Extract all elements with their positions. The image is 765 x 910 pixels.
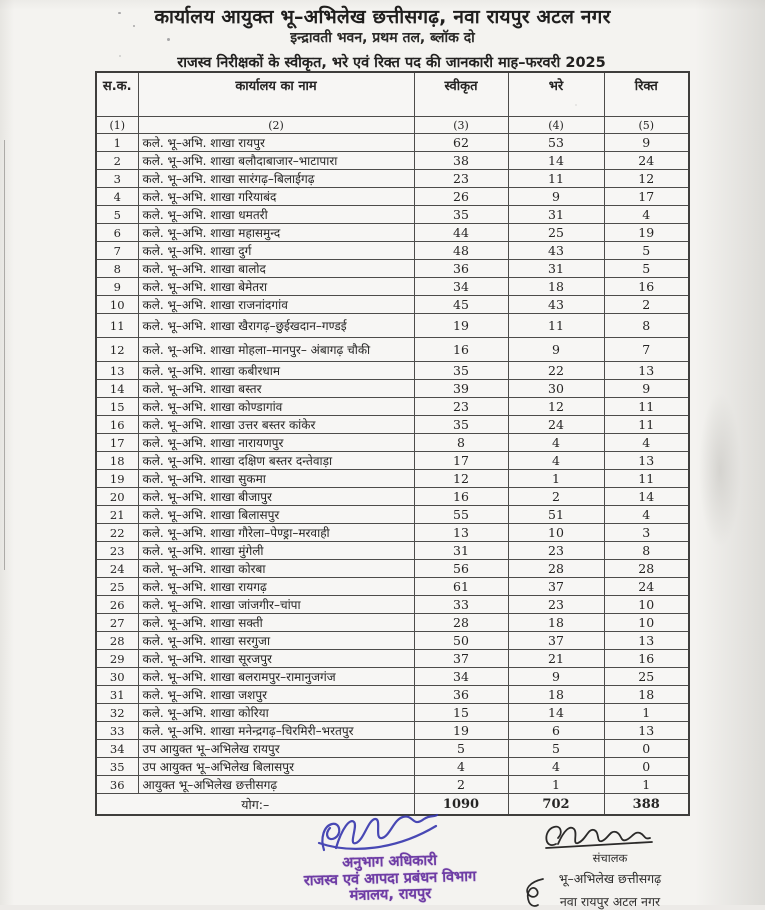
table-row (96, 470, 689, 488)
sanctioned-cell: 12 (414, 470, 508, 488)
filled-cell: 25 (508, 224, 604, 242)
office-name-cell: कले. भू–अभि. शाखा बेमेतरा (138, 278, 414, 296)
table-row (96, 296, 689, 314)
vacant-cell: 11 (604, 398, 689, 416)
filled-cell: 9 (508, 188, 604, 206)
serial-number-cell: 9 (96, 278, 138, 296)
filled-cell: 43 (508, 242, 604, 260)
serial-number-cell: 16 (96, 416, 138, 434)
serial-number-cell: 28 (96, 632, 138, 650)
table-row (96, 686, 689, 704)
table-row (96, 776, 689, 794)
office-name-cell: कले. भू–अभि. शाखा सारंगढ़–बिलाईगढ़ (138, 170, 414, 188)
office-title: कार्यालय आयुक्त भू–अभिलेख छत्तीसगढ़, नवा रायपुर अटल नगर (154, 6, 611, 28)
sanctioned-cell: 55 (414, 506, 508, 524)
filled-cell: 11 (508, 314, 604, 338)
serial-number-cell: 33 (96, 722, 138, 740)
sanctioned-cell: 36 (414, 260, 508, 278)
table-row (96, 488, 689, 506)
table-header-row (96, 72, 689, 117)
sanctioned-cell: 4 (414, 758, 508, 776)
filled-cell: 30 (508, 380, 604, 398)
filled-cell: 24 (508, 416, 604, 434)
office-name-cell: कले. भू–अभि. शाखा गौरेला–पेण्ड्रा–मरवाही (138, 524, 414, 542)
filled-cell: 18 (508, 614, 604, 632)
vacant-cell: 13 (604, 362, 689, 380)
stamp-line-3: मंत्रालय, रायपुर (349, 885, 432, 905)
vacant-cell: 13 (604, 722, 689, 740)
vacant-cell: 19 (604, 224, 689, 242)
office-name-cell: कले. भू–अभि. शाखा कोरबा (138, 560, 414, 578)
vacant-cell: 11 (604, 470, 689, 488)
sanctioned-cell: 19 (414, 314, 508, 338)
col-vacant: रिक्त (604, 72, 689, 117)
stamp-line-1: अनुभाग अधिकारी (342, 852, 438, 872)
filled-cell: 31 (508, 260, 604, 278)
table-row (96, 314, 689, 338)
sanctioned-cell: 61 (414, 578, 508, 596)
office-name-cell: कले. भू–अभि. शाखा जशपुर (138, 686, 414, 704)
filled-cell: 4 (508, 452, 604, 470)
sanctioned-cell: 26 (414, 188, 508, 206)
col-index-1: (1) (96, 117, 138, 134)
serial-number-cell: 31 (96, 686, 138, 704)
office-name-cell: कले. भू–अभि. शाखा सुकमा (138, 470, 414, 488)
table-row (96, 380, 689, 398)
office-name-cell: कले. भू–अभि. शाखा खैरागढ़–छुईखदान–गण्डई (138, 314, 414, 338)
table-row (96, 704, 689, 722)
vacant-cell: 5 (604, 260, 689, 278)
sanctioned-cell: 5 (414, 740, 508, 758)
sanctioned-cell: 2 (414, 776, 508, 794)
office-name-cell: कले. भू–अभि. शाखा कबीरधाम (138, 362, 414, 380)
vacant-cell: 2 (604, 296, 689, 314)
serial-number-cell: 19 (96, 470, 138, 488)
serial-number-cell: 23 (96, 542, 138, 560)
vacant-cell: 5 (604, 242, 689, 260)
vacant-cell: 18 (604, 686, 689, 704)
vacant-cell: 9 (604, 380, 689, 398)
sanctioned-cell: 36 (414, 686, 508, 704)
total-filled: 702 (508, 794, 604, 816)
office-name-cell: कले. भू–अभि. शाखा दक्षिण बस्तर दन्तेवाड़ा (138, 452, 414, 470)
filled-cell: 37 (508, 578, 604, 596)
sanctioned-cell: 44 (414, 224, 508, 242)
serial-number-cell: 26 (96, 596, 138, 614)
filled-cell: 6 (508, 722, 604, 740)
serial-number-cell: 36 (96, 776, 138, 794)
office-name-cell: कले. भू–अभि. शाखा सूरजपुर (138, 650, 414, 668)
sanctioned-cell: 17 (414, 452, 508, 470)
table-row (96, 668, 689, 686)
filled-cell: 1 (508, 776, 604, 794)
sanctioned-cell: 28 (414, 614, 508, 632)
serial-number-cell: 20 (96, 488, 138, 506)
office-name-cell: आयुक्त भू–अभिलेख छत्तीसगढ़ (138, 776, 414, 794)
serial-number-cell: 32 (96, 704, 138, 722)
serial-number-cell: 7 (96, 242, 138, 260)
filled-cell: 4 (508, 434, 604, 452)
col-index-3: (3) (414, 117, 508, 134)
serial-number-cell: 10 (96, 296, 138, 314)
office-name-cell: कले. भू–अभि. शाखा बलौदाबाजार–भाटापारा (138, 152, 414, 170)
serial-number-cell: 12 (96, 338, 138, 362)
filled-cell: 2 (508, 488, 604, 506)
serial-number-cell: 3 (96, 170, 138, 188)
sanctioned-cell: 34 (414, 278, 508, 296)
office-name-cell: कले. भू–अभि. शाखा बिलासपुर (138, 506, 414, 524)
office-name-cell: कले. भू–अभि. शाखा उत्तर बस्तर कांकेर (138, 416, 414, 434)
table-row (96, 170, 689, 188)
vacant-cell: 24 (604, 578, 689, 596)
office-name-cell: कले. भू–अभि. शाखा महासमुन्द (138, 224, 414, 242)
serial-number-cell: 21 (96, 506, 138, 524)
filled-cell: 11 (508, 170, 604, 188)
filled-cell: 28 (508, 560, 604, 578)
vacant-cell: 7 (604, 338, 689, 362)
filled-cell: 51 (508, 506, 604, 524)
office-name-cell: कले. भू–अभि. शाखा मनेन्द्रगढ़–चिरमिरी–भरतपुर (138, 722, 414, 740)
vacant-cell: 16 (604, 650, 689, 668)
sanctioned-cell: 31 (414, 542, 508, 560)
filled-cell: 31 (508, 206, 604, 224)
serial-number-cell: 11 (96, 314, 138, 338)
filled-cell: 12 (508, 398, 604, 416)
table-row (96, 152, 689, 170)
filled-cell: 18 (508, 278, 604, 296)
sanctioned-cell: 35 (414, 362, 508, 380)
table-row (96, 722, 689, 740)
serial-number-cell: 17 (96, 434, 138, 452)
scan-smudge (690, 360, 750, 580)
serial-number-cell: 24 (96, 560, 138, 578)
office-name-cell: उप आयुक्त भू–अभिलेख बिलासपुर (138, 758, 414, 776)
table-row (96, 416, 689, 434)
sanctioned-cell: 45 (414, 296, 508, 314)
table-row (96, 188, 689, 206)
sanctioned-cell: 16 (414, 488, 508, 506)
filled-cell: 1 (508, 470, 604, 488)
vacant-cell: 24 (604, 152, 689, 170)
sanctioned-cell: 23 (414, 170, 508, 188)
vacant-cell: 14 (604, 488, 689, 506)
table-title: राजस्व निरीक्षकों के स्वीकृत, भरे एवं रिक्त पद की जानकारी माह–फरवरी 2025 (177, 55, 606, 71)
table-row (96, 758, 689, 776)
filled-cell: 9 (508, 338, 604, 362)
serial-number-cell: 5 (96, 206, 138, 224)
filled-cell: 22 (508, 362, 604, 380)
total-sanctioned: 1090 (414, 794, 508, 816)
table-row (96, 260, 689, 278)
filled-cell: 14 (508, 152, 604, 170)
stamp-line-2: राजस्व एवं आपदा प्रबंधन विभाग (303, 868, 477, 889)
table-row (96, 452, 689, 470)
vacant-cell: 28 (604, 560, 689, 578)
serial-number-cell: 1 (96, 134, 138, 152)
office-address: इन्द्रावती भवन, प्रथम तल, ब्लॉक दो (290, 30, 475, 46)
table-row (96, 134, 689, 152)
serial-number-cell: 14 (96, 380, 138, 398)
vacant-cell: 3 (604, 524, 689, 542)
sanctioned-cell: 35 (414, 206, 508, 224)
designation: संचालक (592, 851, 628, 865)
office-name-cell: उप आयुक्त भू–अभिलेख रायपुर (138, 740, 414, 758)
sanctioned-cell: 34 (414, 668, 508, 686)
table-row (96, 206, 689, 224)
serial-number-cell: 25 (96, 578, 138, 596)
office-name-cell: कले. भू–अभि. शाखा रायगढ़ (138, 578, 414, 596)
filled-cell: 9 (508, 668, 604, 686)
table-row (96, 224, 689, 242)
office-name-cell: कले. भू–अभि. शाखा गरियाबंद (138, 188, 414, 206)
filled-cell: 21 (508, 650, 604, 668)
filled-cell: 53 (508, 134, 604, 152)
sanctioned-cell: 56 (414, 560, 508, 578)
filled-cell: 37 (508, 632, 604, 650)
total-label: योग:– (96, 794, 414, 816)
serial-number-cell: 22 (96, 524, 138, 542)
vacant-cell: 0 (604, 740, 689, 758)
sanctioned-cell: 39 (414, 380, 508, 398)
serial-number-cell: 29 (96, 650, 138, 668)
filled-cell: 18 (508, 686, 604, 704)
office-name-cell: कले. भू–अभि. शाखा जांजगीर–चांपा (138, 596, 414, 614)
table-row (96, 278, 689, 296)
office-name-cell: कले. भू–अभि. शाखा कोरिया (138, 704, 414, 722)
serial-number-cell: 8 (96, 260, 138, 278)
filled-cell: 23 (508, 542, 604, 560)
sanctioned-cell: 16 (414, 338, 508, 362)
sanctioned-cell: 35 (414, 416, 508, 434)
table-row (96, 578, 689, 596)
vacant-cell: 9 (604, 134, 689, 152)
column-index-row (96, 117, 689, 134)
vacant-cell: 4 (604, 434, 689, 452)
sanctioned-cell: 50 (414, 632, 508, 650)
vacant-cell: 4 (604, 206, 689, 224)
serial-number-cell: 30 (96, 668, 138, 686)
office-name-cell: कले. भू–अभि. शाखा नारायणपुर (138, 434, 414, 452)
office-name-cell: कले. भू–अभि. शाखा राजनांदगांव (138, 296, 414, 314)
table-row (96, 632, 689, 650)
office-name-cell: कले. भू–अभि. शाखा बलरामपुर–रामानुजगंज (138, 668, 414, 686)
vacant-cell: 0 (604, 758, 689, 776)
serial-number-cell: 34 (96, 740, 138, 758)
col-index-5: (5) (604, 117, 689, 134)
office-name-cell: कले. भू–अभि. शाखा सरगुजा (138, 632, 414, 650)
table-row (96, 740, 689, 758)
total-vacant: 388 (604, 794, 689, 816)
table-row (96, 506, 689, 524)
office-name-cell: कले. भू–अभि. शाखा बालोद (138, 260, 414, 278)
serial-number-cell: 35 (96, 758, 138, 776)
office-name-cell: कले. भू–अभि. शाखा सक्ती (138, 614, 414, 632)
table-row (96, 338, 689, 362)
office-name-cell: कले. भू–अभि. शाखा मुंगेली (138, 542, 414, 560)
serial-number-cell: 15 (96, 398, 138, 416)
vacant-cell: 4 (604, 506, 689, 524)
vacant-cell: 1 (604, 704, 689, 722)
sanctioned-cell: 13 (414, 524, 508, 542)
table-row (96, 614, 689, 632)
sanctioned-cell: 48 (414, 242, 508, 260)
vacant-cell: 10 (604, 596, 689, 614)
table-row (96, 524, 689, 542)
filled-cell: 4 (508, 758, 604, 776)
sanctioned-cell: 62 (414, 134, 508, 152)
office-name-cell: कले. भू–अभि. शाखा बस्तर (138, 380, 414, 398)
sanctioned-cell: 8 (414, 434, 508, 452)
director-signature-block (520, 851, 700, 910)
vacant-cell: 25 (604, 668, 689, 686)
vacant-cell: 1 (604, 776, 689, 794)
organization: भू–अभिलेख छत्तीसगढ़ (558, 871, 662, 886)
col-sanctioned: स्वीकृत (414, 72, 508, 117)
filled-cell: 5 (508, 740, 604, 758)
office-name-cell: कले. भू–अभि. शाखा धमतरी (138, 206, 414, 224)
sanctioned-cell: 23 (414, 398, 508, 416)
office-name-cell: कले. भू–अभि. शाखा मोहला–मानपुर– अंबागढ़ चौकी (138, 338, 414, 362)
col-office-name: कार्यालय का नाम (138, 72, 414, 117)
filled-cell: 10 (508, 524, 604, 542)
col-serial: स.क. (96, 72, 138, 117)
filled-cell: 43 (508, 296, 604, 314)
sanctioned-cell: 37 (414, 650, 508, 668)
vacant-cell: 13 (604, 452, 689, 470)
vacant-cell: 8 (604, 314, 689, 338)
serial-number-cell: 2 (96, 152, 138, 170)
table-row (96, 242, 689, 260)
table-row (96, 560, 689, 578)
table-row (96, 434, 689, 452)
vacant-cell: 8 (604, 542, 689, 560)
serial-number-cell: 6 (96, 224, 138, 242)
col-filled: भरे (508, 72, 604, 117)
office-name-cell: कले. भू–अभि. शाखा दुर्ग (138, 242, 414, 260)
table-row (96, 596, 689, 614)
vacant-cell: 13 (604, 632, 689, 650)
serial-number-cell: 4 (96, 188, 138, 206)
vacant-cell: 12 (604, 170, 689, 188)
office-stamp (239, 850, 540, 907)
office-name-cell: कले. भू–अभि. शाखा कोण्डागांव (138, 398, 414, 416)
vacant-cell: 17 (604, 188, 689, 206)
serial-number-cell: 27 (96, 614, 138, 632)
section-officer-signature-ink (316, 810, 441, 858)
vacant-cell: 10 (604, 614, 689, 632)
serial-number-cell: 13 (96, 362, 138, 380)
table-row (96, 398, 689, 416)
scan-edge-artifact (4, 140, 5, 570)
posts-table (95, 71, 690, 816)
table-row (96, 650, 689, 668)
office-name-cell: कले. भू–अभि. शाखा बीजापुर (138, 488, 414, 506)
office-name-cell: कले. भू–अभि. शाखा रायपुर (138, 134, 414, 152)
filled-cell: 23 (508, 596, 604, 614)
sanctioned-cell: 19 (414, 722, 508, 740)
vacant-cell: 11 (604, 416, 689, 434)
filled-cell: 14 (508, 704, 604, 722)
col-index-2: (2) (138, 117, 414, 134)
vacant-cell: 16 (604, 278, 689, 296)
serial-number-cell: 18 (96, 452, 138, 470)
col-index-4: (4) (508, 117, 604, 134)
place: नवा रायपुर अटल नगर (559, 894, 661, 909)
director-signature-ink (540, 820, 655, 854)
table-row (96, 362, 689, 380)
sanctioned-cell: 15 (414, 704, 508, 722)
table-row (96, 542, 689, 560)
sanctioned-cell: 38 (414, 152, 508, 170)
sanctioned-cell: 33 (414, 596, 508, 614)
